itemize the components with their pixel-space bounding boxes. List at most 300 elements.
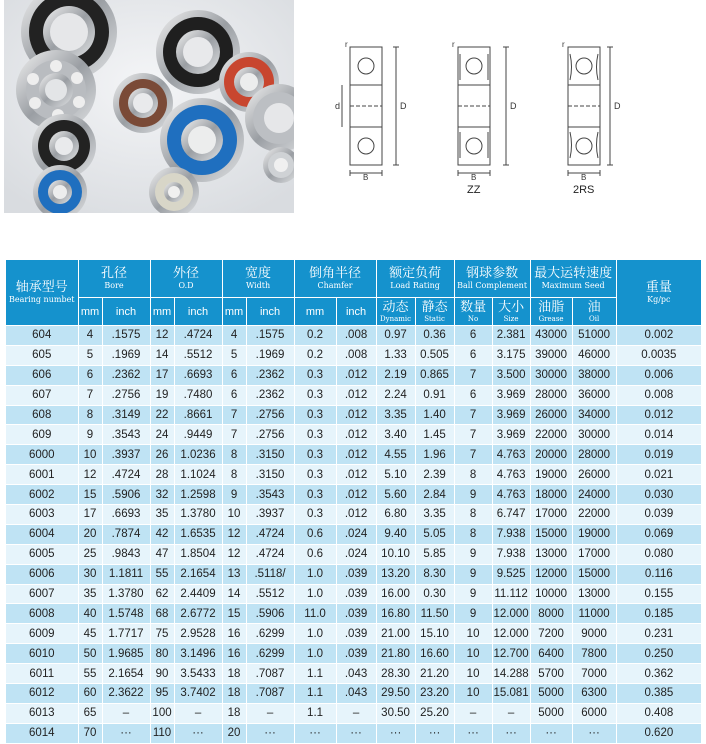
cell-ball-no: 7 <box>454 405 492 425</box>
cell-chamfer-mm: 1.1 <box>294 664 336 684</box>
cell-chamfer-inch: .043 <box>336 664 376 684</box>
cell-width-mm: 8 <box>222 445 246 465</box>
cell-speed-grease: 30000 <box>530 365 572 385</box>
cell-chamfer-mm: 11.0 <box>294 604 336 624</box>
cell-width-inch: .4724 <box>246 544 294 564</box>
cell-bore-inch: – <box>102 703 150 723</box>
dim-d-label: d <box>335 101 341 111</box>
cell-bore-inch: .2756 <box>102 385 150 405</box>
cell-speed-oil: 15000 <box>572 564 616 584</box>
cell-speed-grease: 6400 <box>530 644 572 664</box>
cell-weight: 0.250 <box>616 644 701 664</box>
bearings-photo <box>4 0 294 213</box>
cell-speed-grease: 15000 <box>530 524 572 544</box>
cell-bore-mm: 55 <box>78 664 102 684</box>
cell-speed-oil: 30000 <box>572 425 616 445</box>
cell-ball-size: 12.700 <box>492 644 530 664</box>
cell-bearing-number: 6010 <box>6 644 78 664</box>
cell-load-static: 5.05 <box>415 524 454 544</box>
cell-chamfer-mm: 0.6 <box>294 544 336 564</box>
cell-bearing-number: 6007 <box>6 584 78 604</box>
cell-weight: 0.030 <box>616 485 701 505</box>
dim-D-label: D <box>400 101 407 111</box>
cell-speed-oil: 11000 <box>572 604 616 624</box>
cell-speed-oil: 19000 <box>572 524 616 544</box>
cell-chamfer-mm: 1.0 <box>294 624 336 644</box>
cell-chamfer-mm: 0.2 <box>294 326 336 346</box>
cell-weight: 0.408 <box>616 703 701 723</box>
cell-bore-inch: .2362 <box>102 365 150 385</box>
cell-width-mm: 16 <box>222 624 246 644</box>
cell-ball-no: 10 <box>454 664 492 684</box>
cell-bearing-number: 609 <box>6 425 78 445</box>
subheader-od-inch: inch <box>174 298 222 326</box>
cell-od-inch: .9449 <box>174 425 222 445</box>
cell-load-static: 2.39 <box>415 465 454 485</box>
drawing-open-bearing <box>330 30 420 180</box>
cell-speed-grease: 12000 <box>530 564 572 584</box>
cell-bore-inch: 1.9685 <box>102 644 150 664</box>
cell-od-mm: 42 <box>150 524 174 544</box>
cell-load-static: 0.91 <box>415 385 454 405</box>
cell-ball-no: – <box>454 703 492 723</box>
cell-weight: 0.385 <box>616 684 701 704</box>
svg-text:B: B <box>471 173 477 180</box>
cell-od-mm: 75 <box>150 624 174 644</box>
cell-load-dynamic: 5.10 <box>376 465 415 485</box>
cell-bore-inch: .3937 <box>102 445 150 465</box>
cell-width-inch: .2362 <box>246 385 294 405</box>
cell-bore-inch: 1.1811 <box>102 564 150 584</box>
cell-od-inch: 1.2598 <box>174 485 222 505</box>
svg-text:r: r <box>452 40 455 49</box>
cell-chamfer-mm: 1.1 <box>294 703 336 723</box>
subheader-width-mm: mm <box>222 298 246 326</box>
cell-speed-oil: 22000 <box>572 505 616 525</box>
dim-B-label: B <box>363 173 369 180</box>
cell-weight: 0.012 <box>616 405 701 425</box>
cell-load-dynamic: ··· <box>376 723 415 742</box>
cell-ball-size: 3.500 <box>492 365 530 385</box>
subheader-static: 静态 Static <box>415 298 454 326</box>
cell-ball-size: 3.175 <box>492 345 530 365</box>
cell-speed-oil: 7000 <box>572 664 616 684</box>
cell-speed-oil: 38000 <box>572 365 616 385</box>
cell-ball-no: 8 <box>454 465 492 485</box>
table-row <box>6 326 701 346</box>
cell-ball-no: 6 <box>454 345 492 365</box>
cell-weight: 0.231 <box>616 624 701 644</box>
cell-od-inch: 2.1654 <box>174 564 222 584</box>
cell-bore-mm: 45 <box>78 624 102 644</box>
cell-chamfer-inch: .024 <box>336 544 376 564</box>
cell-od-mm: 100 <box>150 703 174 723</box>
cell-bore-mm: 60 <box>78 684 102 704</box>
cell-width-inch: .1969 <box>246 345 294 365</box>
cell-chamfer-mm: 0.6 <box>294 524 336 544</box>
cell-ball-size: 3.969 <box>492 405 530 425</box>
cell-speed-oil: 6000 <box>572 703 616 723</box>
cell-weight: 0.362 <box>616 664 701 684</box>
cell-load-static: 1.40 <box>415 405 454 425</box>
cell-bearing-number: 6014 <box>6 723 78 742</box>
cell-bore-inch: .3543 <box>102 425 150 445</box>
cell-bore-mm: 35 <box>78 584 102 604</box>
cell-load-static: 1.45 <box>415 425 454 445</box>
cell-chamfer-inch: .043 <box>336 684 376 704</box>
cell-load-dynamic: 9.40 <box>376 524 415 544</box>
cell-od-mm: 28 <box>150 465 174 485</box>
cell-od-mm: 14 <box>150 345 174 365</box>
cell-ball-size: 6.747 <box>492 505 530 525</box>
cell-load-dynamic: 16.80 <box>376 604 415 624</box>
cell-od-inch: 1.0236 <box>174 445 222 465</box>
cell-width-mm: 5 <box>222 345 246 365</box>
subheader-oil: 油 Oil <box>572 298 616 326</box>
cell-bore-mm: 4 <box>78 326 102 346</box>
cell-speed-grease: 39000 <box>530 345 572 365</box>
cell-bore-mm: 20 <box>78 524 102 544</box>
cell-bore-mm: 40 <box>78 604 102 624</box>
cell-speed-grease: 5000 <box>530 684 572 704</box>
cell-ball-no: ··· <box>454 723 492 742</box>
cell-od-inch: 3.1496 <box>174 644 222 664</box>
subheader-bore-inch: inch <box>102 298 150 326</box>
cell-chamfer-inch: .012 <box>336 405 376 425</box>
cell-bore-mm: 9 <box>78 425 102 445</box>
cell-chamfer-inch: .012 <box>336 385 376 405</box>
cell-ball-size: – <box>492 703 530 723</box>
cell-width-inch: .5906 <box>246 604 294 624</box>
cell-load-dynamic: 3.35 <box>376 405 415 425</box>
cell-bearing-number: 6000 <box>6 445 78 465</box>
cell-speed-oil: 6300 <box>572 684 616 704</box>
header-width: 宽度 Width <box>222 260 294 298</box>
cell-width-inch: .3150 <box>246 445 294 465</box>
cell-chamfer-mm: 0.3 <box>294 485 336 505</box>
cell-ball-size: 7.938 <box>492 524 530 544</box>
cell-ball-no: 9 <box>454 485 492 505</box>
drawing-2rs-bearing <box>560 30 650 180</box>
cell-od-mm: 55 <box>150 564 174 584</box>
table-row <box>6 564 701 584</box>
cell-speed-oil: 17000 <box>572 544 616 564</box>
cell-ball-size: 4.763 <box>492 485 530 505</box>
cell-bore-mm: 6 <box>78 365 102 385</box>
subheader-od-mm: mm <box>150 298 174 326</box>
cell-width-inch: .3543 <box>246 485 294 505</box>
cell-bore-mm: 25 <box>78 544 102 564</box>
cell-od-mm: 17 <box>150 365 174 385</box>
cell-speed-grease: 10000 <box>530 584 572 604</box>
cell-ball-size: 12.000 <box>492 624 530 644</box>
cell-speed-oil: 36000 <box>572 385 616 405</box>
cell-speed-grease: 13000 <box>530 544 572 564</box>
table-row <box>6 505 701 525</box>
cell-bore-inch: 1.7717 <box>102 624 150 644</box>
cell-bore-inch: 2.3622 <box>102 684 150 704</box>
cell-ball-size: 9.525 <box>492 564 530 584</box>
table-row <box>6 664 701 684</box>
header-load-rating: 额定负荷 Load Rating <box>376 260 454 298</box>
cell-width-mm: 12 <box>222 544 246 564</box>
cell-width-inch: .6299 <box>246 624 294 644</box>
table-row <box>6 445 701 465</box>
cell-load-dynamic: 6.80 <box>376 505 415 525</box>
cell-chamfer-mm: 0.3 <box>294 465 336 485</box>
cell-chamfer-inch: .008 <box>336 326 376 346</box>
cell-ball-no: 10 <box>454 684 492 704</box>
cell-ball-size: 4.763 <box>492 445 530 465</box>
cell-load-dynamic: 3.40 <box>376 425 415 445</box>
svg-text:r: r <box>562 40 565 49</box>
cell-ball-no: 9 <box>454 604 492 624</box>
cell-width-inch: – <box>246 703 294 723</box>
cell-chamfer-mm: 0.3 <box>294 365 336 385</box>
cell-bore-mm: 50 <box>78 644 102 664</box>
subheader-bore-mm: mm <box>78 298 102 326</box>
cell-load-static: 0.30 <box>415 584 454 604</box>
cell-bore-mm: 65 <box>78 703 102 723</box>
cell-od-inch: .5512 <box>174 345 222 365</box>
cell-bearing-number: 604 <box>6 326 78 346</box>
cell-width-inch: .7087 <box>246 684 294 704</box>
bearings-illustration <box>4 0 294 213</box>
cell-load-dynamic: 2.24 <box>376 385 415 405</box>
cell-chamfer-inch: ··· <box>336 723 376 742</box>
table-row <box>6 425 701 445</box>
cell-speed-oil: ··· <box>572 723 616 742</box>
cell-chamfer-mm: 0.3 <box>294 405 336 425</box>
cell-ball-no: 9 <box>454 544 492 564</box>
cell-speed-oil: 26000 <box>572 465 616 485</box>
cell-bore-mm: 10 <box>78 445 102 465</box>
cell-speed-grease: 18000 <box>530 485 572 505</box>
cell-width-mm: 9 <box>222 485 246 505</box>
cell-chamfer-inch: .012 <box>336 505 376 525</box>
cell-load-static: 1.96 <box>415 445 454 465</box>
table-row <box>6 723 701 742</box>
cell-chamfer-inch: .008 <box>336 345 376 365</box>
header-ball-complement: 钢球参数 Ball Complement <box>454 260 530 298</box>
cell-load-static: 21.20 <box>415 664 454 684</box>
cell-width-mm: 18 <box>222 664 246 684</box>
cell-weight: 0.039 <box>616 505 701 525</box>
cell-load-static: ··· <box>415 723 454 742</box>
cell-weight: 0.620 <box>616 723 701 742</box>
cell-width-mm: 15 <box>222 604 246 624</box>
cell-ball-no: 7 <box>454 445 492 465</box>
drawing-zz-bearing <box>448 30 538 180</box>
cell-bore-mm: 70 <box>78 723 102 742</box>
cell-width-inch: .5118/ <box>246 564 294 584</box>
cell-bore-inch: .1575 <box>102 326 150 346</box>
cell-ball-no: 8 <box>454 505 492 525</box>
cell-chamfer-inch: .012 <box>336 465 376 485</box>
cell-ball-no: 10 <box>454 644 492 664</box>
cell-od-mm: 24 <box>150 425 174 445</box>
cell-od-inch: 2.4409 <box>174 584 222 604</box>
cell-load-static: 11.50 <box>415 604 454 624</box>
cell-bore-inch: .6693 <box>102 505 150 525</box>
cell-width-mm: 13 <box>222 564 246 584</box>
cell-load-dynamic: 1.33 <box>376 345 415 365</box>
cell-width-inch: ··· <box>246 723 294 742</box>
cell-load-static: 8.30 <box>415 564 454 584</box>
cell-od-mm: 62 <box>150 584 174 604</box>
cell-load-dynamic: 30.50 <box>376 703 415 723</box>
cell-bearing-number: 6005 <box>6 544 78 564</box>
cell-ball-size: 3.969 <box>492 385 530 405</box>
cell-speed-oil: 13000 <box>572 584 616 604</box>
cell-weight: 0.021 <box>616 465 701 485</box>
cell-od-inch: .7480 <box>174 385 222 405</box>
cell-ball-size: 14.288 <box>492 664 530 684</box>
cell-od-mm: 35 <box>150 505 174 525</box>
table-row <box>6 644 701 664</box>
cell-weight: 0.019 <box>616 445 701 465</box>
header-bore: 孔径 Bore <box>78 260 150 298</box>
cell-load-dynamic: 13.20 <box>376 564 415 584</box>
cell-od-mm: 22 <box>150 405 174 425</box>
bearing-spec-table <box>6 260 701 743</box>
cell-ball-size: 7.938 <box>492 544 530 564</box>
cell-chamfer-inch: – <box>336 703 376 723</box>
cell-speed-oil: 9000 <box>572 624 616 644</box>
subheader-chamfer-mm: mm <box>294 298 336 326</box>
cell-speed-oil: 7800 <box>572 644 616 664</box>
cell-speed-grease: 19000 <box>530 465 572 485</box>
cell-bore-mm: 7 <box>78 385 102 405</box>
cell-width-mm: 12 <box>222 524 246 544</box>
table-row <box>6 584 701 604</box>
cell-chamfer-inch: .012 <box>336 485 376 505</box>
cell-chamfer-mm: 1.0 <box>294 584 336 604</box>
cell-speed-grease: 17000 <box>530 505 572 525</box>
cell-od-inch: 2.6772 <box>174 604 222 624</box>
cell-bore-inch: .1969 <box>102 345 150 365</box>
cell-speed-grease: 7200 <box>530 624 572 644</box>
cell-speed-oil: 28000 <box>572 445 616 465</box>
cell-bore-inch: 2.1654 <box>102 664 150 684</box>
cell-od-mm: 47 <box>150 544 174 564</box>
cell-width-mm: 8 <box>222 465 246 485</box>
cell-od-inch: – <box>174 703 222 723</box>
cell-chamfer-inch: .024 <box>336 524 376 544</box>
cell-bore-inch: ··· <box>102 723 150 742</box>
cell-speed-grease: 5000 <box>530 703 572 723</box>
subheader-ball-size: 大小 Size <box>492 298 530 326</box>
cell-load-dynamic: 4.55 <box>376 445 415 465</box>
cell-bearing-number: 6002 <box>6 485 78 505</box>
cell-od-mm: 110 <box>150 723 174 742</box>
cell-load-static: 5.85 <box>415 544 454 564</box>
cell-chamfer-mm: 1.1 <box>294 684 336 704</box>
cell-width-mm: 10 <box>222 505 246 525</box>
cell-weight: 0.006 <box>616 365 701 385</box>
cell-width-inch: .4724 <box>246 524 294 544</box>
cell-bearing-number: 606 <box>6 365 78 385</box>
cell-width-mm: 6 <box>222 365 246 385</box>
cell-speed-grease: 5700 <box>530 664 572 684</box>
cell-width-inch: .2362 <box>246 365 294 385</box>
table-row <box>6 604 701 624</box>
cell-speed-grease: 22000 <box>530 425 572 445</box>
header-max-speed: 最大运转速度 Maximum Seed <box>530 260 616 298</box>
table-row <box>6 703 701 723</box>
cell-speed-grease: 43000 <box>530 326 572 346</box>
cell-width-inch: .6299 <box>246 644 294 664</box>
cell-load-dynamic: 28.30 <box>376 664 415 684</box>
cell-width-mm: 6 <box>222 385 246 405</box>
cell-ball-no: 7 <box>454 365 492 385</box>
cell-speed-grease: 28000 <box>530 385 572 405</box>
cell-width-mm: 18 <box>222 703 246 723</box>
cell-bearing-number: 608 <box>6 405 78 425</box>
cell-bore-mm: 15 <box>78 485 102 505</box>
cell-bearing-number: 605 <box>6 345 78 365</box>
svg-text:B: B <box>581 173 587 180</box>
header-bearing-number: 轴承型号 Bearing numbet <box>6 260 78 326</box>
cell-ball-no: 9 <box>454 564 492 584</box>
cell-ball-no: 9 <box>454 584 492 604</box>
cell-od-inch: 1.8504 <box>174 544 222 564</box>
cell-width-mm: 7 <box>222 405 246 425</box>
cell-speed-grease: 26000 <box>530 405 572 425</box>
cell-bore-inch: .5906 <box>102 485 150 505</box>
cell-weight: 0.002 <box>616 326 701 346</box>
cell-bore-inch: .7874 <box>102 524 150 544</box>
cell-weight: 0.185 <box>616 604 701 624</box>
cell-chamfer-mm: 0.2 <box>294 345 336 365</box>
cell-weight: 0.008 <box>616 385 701 405</box>
cell-od-inch: 2.9528 <box>174 624 222 644</box>
cell-width-mm: 18 <box>222 684 246 704</box>
cell-width-inch: .1575 <box>246 326 294 346</box>
table-row <box>6 544 701 564</box>
cell-od-inch: 1.1024 <box>174 465 222 485</box>
cell-bore-mm: 30 <box>78 564 102 584</box>
table-row <box>6 365 701 385</box>
cell-weight: 0.014 <box>616 425 701 445</box>
cell-chamfer-inch: .012 <box>336 425 376 445</box>
cell-chamfer-mm: 1.0 <box>294 564 336 584</box>
cell-od-inch: ··· <box>174 723 222 742</box>
cell-ball-no: 10 <box>454 624 492 644</box>
cell-chamfer-mm: 1.0 <box>294 644 336 664</box>
cell-load-dynamic: 10.10 <box>376 544 415 564</box>
cell-chamfer-inch: .039 <box>336 624 376 644</box>
cell-load-static: 0.36 <box>415 326 454 346</box>
cell-chamfer-mm: ··· <box>294 723 336 742</box>
cell-width-inch: .7087 <box>246 664 294 684</box>
cell-od-inch: 3.5433 <box>174 664 222 684</box>
table-row <box>6 465 701 485</box>
table-row <box>6 524 701 544</box>
cell-chamfer-inch: .039 <box>336 644 376 664</box>
cell-od-mm: 26 <box>150 445 174 465</box>
cell-load-static: 25.20 <box>415 703 454 723</box>
cell-load-dynamic: 21.80 <box>376 644 415 664</box>
table-row <box>6 385 701 405</box>
cell-bore-mm: 12 <box>78 465 102 485</box>
cell-speed-oil: 24000 <box>572 485 616 505</box>
cell-weight: 0.080 <box>616 544 701 564</box>
cell-bearing-number: 6004 <box>6 524 78 544</box>
cell-load-static: 0.865 <box>415 365 454 385</box>
cell-weight: 0.0035 <box>616 345 701 365</box>
cell-width-inch: .2756 <box>246 405 294 425</box>
